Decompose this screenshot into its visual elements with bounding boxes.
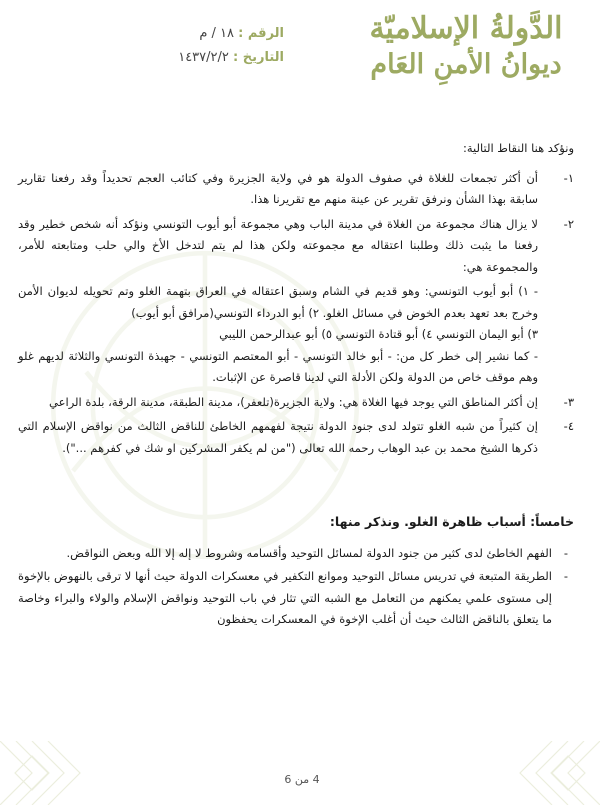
corner-ornament-left (0, 741, 96, 805)
bullet-dash: - (563, 569, 568, 583)
reference-number-value: ١٨ / م (199, 26, 234, 41)
reference-number-label: الرقم : (238, 26, 284, 41)
document-body (18, 138, 574, 633)
intro-line: ونؤكد هنا النقاط التالية: (462, 141, 574, 155)
point-1 (18, 168, 574, 211)
corner-ornament-right (504, 741, 600, 805)
point-text: أن أكثر تجمعات للغلاة في صفوف الدولة هو في ولاية الجزيرة وفي كتائب العجم تحديداً وقد رفعنا تقارير سابقة بهذا الشأن ونرفق تقرير عن عينة منهم مع تقريرنا هذا. (18, 170, 538, 206)
logo-calligraphy (366, 10, 566, 88)
list-item (18, 543, 574, 565)
list-item-text: الفهم الخاطئ لدى كثير من جنود الدولة لمسائل التوحيد وأقسامه وشروط لا إله إلا الله وبعض النواقض. (66, 545, 552, 560)
page-number: 4 من 6 (284, 773, 320, 786)
point-text: إن كثيراً من شبه الغلو تتولد لدى جنود الدولة نتيجة لفهمهم الخاطئ للناقض الثالث من نواقض الإسلام التي ذكرها الشيخ محمد بن عبد الوهاب رحمه الله تعالى ("من لم يكفر المشركين او شك في كفرهم ..."). (18, 419, 538, 455)
logo-line-diwan: ديوانُ الأمنِ العَام (370, 49, 562, 80)
list-item-text: الطريقة المتبعة في تدريس مسائل التوحيد وموانع التكفير في معسكرات الدولة حيث أنها لا ترقى بالنهوض بالإخوة إلى مستوى علمي يمكنهم من التعامل مع الشبه التي تثار في باب التوحيد ونواقض الإسلام والولاء والبراء وخاصة ما يتعلق بالناقض الثالث حيث أن أغلب الإخوة في المعسكرات يحفظون (18, 569, 552, 626)
section-5-title: خامساً: أسباب ظاهرة الغلو. ونذكر منها: (329, 514, 574, 529)
date-value: ١٤٣٧/٢/٢ (178, 50, 229, 65)
group-line: ٣) أبو اليمان التونسي ٤) أبو قتادة التونسي ٥) أبو عبدالرحمن الليبي (219, 327, 538, 341)
logo-line-state: الدَّولةُ الإسلاميّة (369, 11, 563, 46)
point-number: ٣- (563, 394, 574, 409)
group-members (18, 281, 574, 389)
date-label: التاريخ : (233, 50, 284, 65)
list-item (18, 566, 574, 631)
point-3 (18, 392, 574, 414)
section-5-list (18, 543, 574, 631)
point-number: ٤- (563, 419, 574, 433)
group-line: - كما نشير إلى خطر كل من: - أبو خالد التونسي - أبو المعتصم التونسي - جهبذة التونسي والثلاثة لديهم غلو وهم موقف خاص من الدولة ولكن الأدلة التي لدينا قاصرة عن الإثبات. (18, 348, 538, 384)
point-2 (18, 214, 574, 279)
bullet-dash: - (563, 545, 568, 560)
point-number: ٢- (563, 216, 574, 231)
letterhead (0, 0, 600, 100)
group-line: - ١) أبو أيوب التونسي: وهو قديم في الشام وسبق اعتقاله في العراق بتهمة الغلو وتم تحويله لديوان الأمن وخرج بعد تعهد بعدم الخوض في مسائل الغلو. ٢) أبو الدرداء التونسي(مرافق أبو أيوب) (18, 284, 538, 320)
reference-number-row (124, 22, 284, 46)
reference-block (124, 22, 284, 70)
point-4 (18, 416, 574, 459)
date-row (124, 46, 284, 70)
point-text: لا يزال هناك مجموعة من الغلاة في مدينة الباب وهي مجموعة أبو أيوب التونسي ونؤكد أنه شخص خطير وقد رفعنا ما يثبت ذلك وطلبنا اعتقاله مع مجموعته ولكن هذا لم يتم لتدخل الأخ والي حلب ومتابعته للأمر، والمجموعة هي: (18, 216, 538, 274)
point-number: ١- (563, 170, 574, 185)
point-text: إن أكثر المناطق التي يوجد فيها الغلاة هي: ولاية الجزيرة(تلعفر)، مدينة الطبقة، مدينة الرقة، بلدة الراعي (49, 394, 538, 409)
